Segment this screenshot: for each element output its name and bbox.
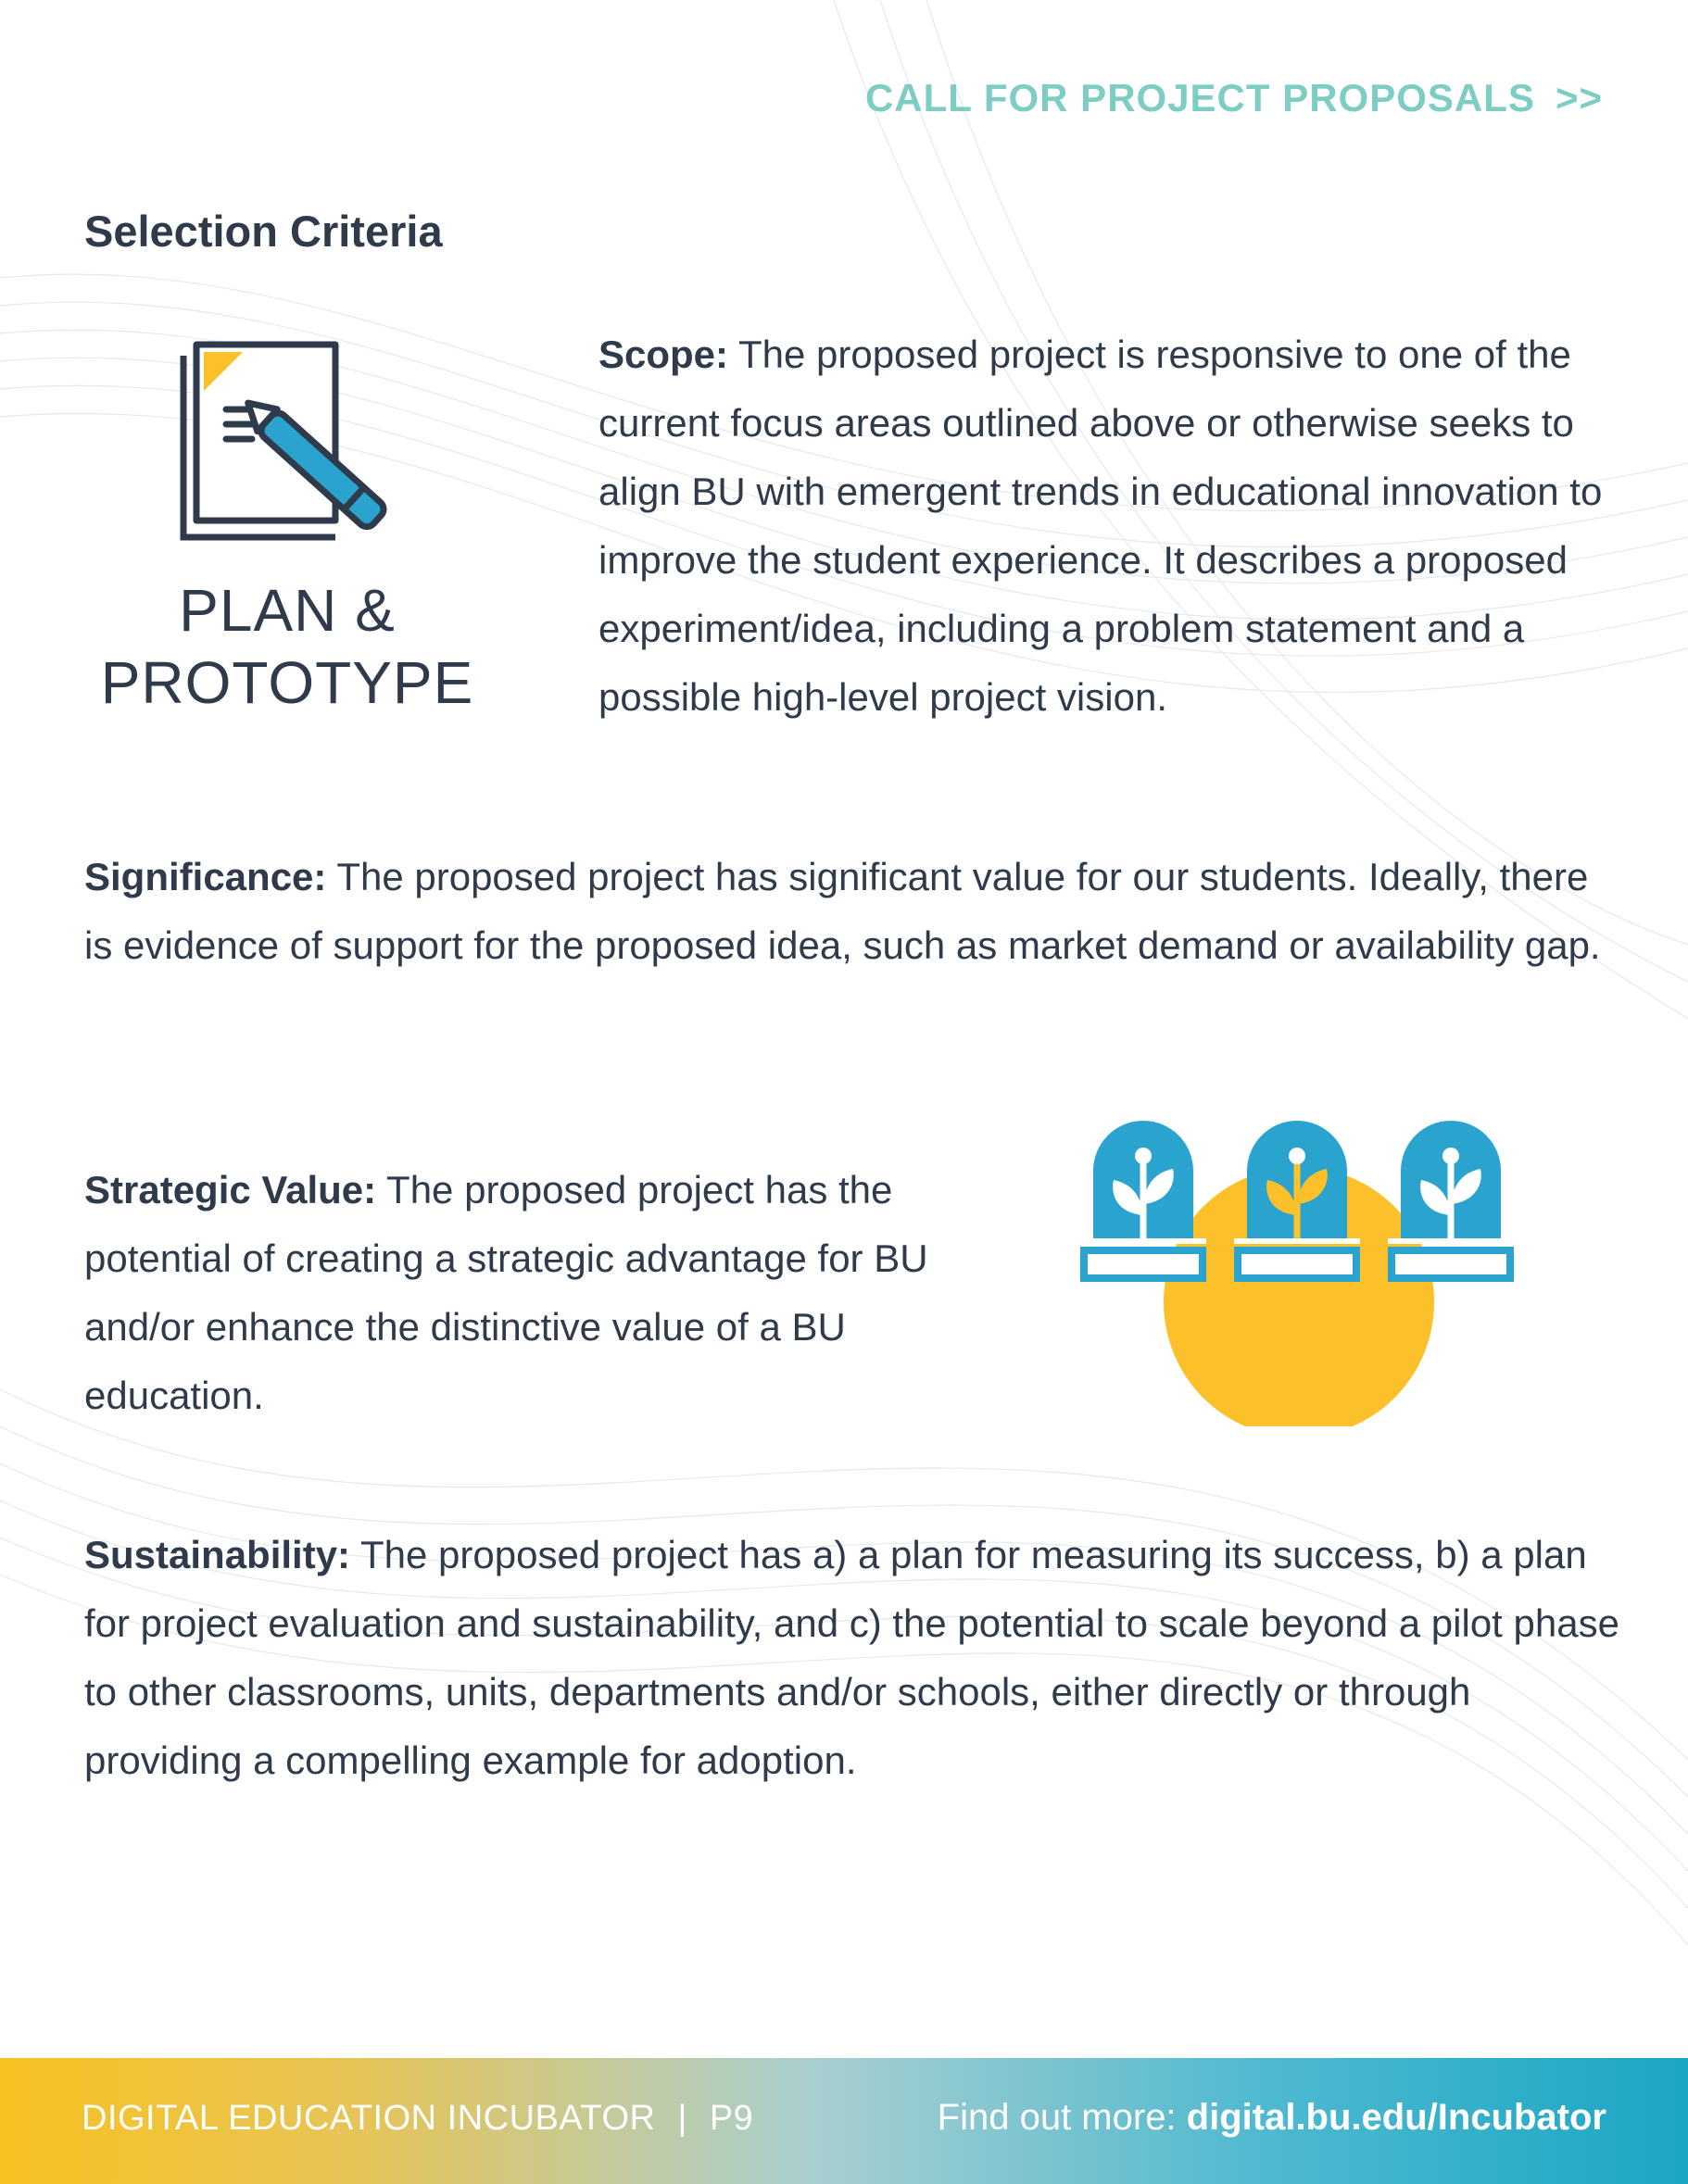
header-arrows: >> (1555, 76, 1603, 119)
header-title: CALL FOR PROJECT PROPOSALS (864, 76, 1535, 119)
plan-label-line1: PLAN & (179, 577, 396, 644)
header-call-for-proposals (865, 76, 1603, 120)
footer-find-more (938, 2097, 1606, 2139)
scope-label: Scope: (598, 333, 729, 376)
footer-url-link[interactable]: digital.bu.edu/Incubator (1186, 2097, 1606, 2138)
section-title: Selection Criteria (84, 207, 443, 256)
plan-prototype-label (83, 574, 491, 719)
sustainability-label: Sustainability: (84, 1533, 351, 1576)
sustainability-text: The proposed project has a) a plan for measuring its success, b) a plan for project evaluation and sustainability, and c) the potential to scale beyond a pilot phase to other classrooms, units, departments and/or schools, either directly or through providing a compelling example for adoption. (84, 1533, 1619, 1782)
jar-middle (1234, 1121, 1360, 1278)
footer-find-label: Find out more: (937, 2097, 1177, 2138)
footer-org-name: DIGITAL EDUCATION INCUBATOR (82, 2099, 656, 2138)
footer-page-number: P9 (709, 2099, 754, 2138)
criterion-scope (598, 320, 1618, 732)
criterion-sustainability (84, 1521, 1622, 1795)
plan-label-line2: PROTOTYPE (100, 649, 474, 716)
criterion-strategic-value (84, 1156, 992, 1430)
jar-right (1388, 1121, 1514, 1278)
footer-org (82, 2099, 753, 2139)
significance-text: The proposed project has significant value for our students. Ideally, there is evidence of support for the proposed idea, such as market demand or availability gap. (84, 855, 1601, 967)
significance-label: Significance: (84, 855, 327, 898)
strategic-text: The proposed project has the potential of creating a strategic advantage for BU and/or enhance the distinctive value of a BU education. (84, 1168, 928, 1417)
footer-separator: | (677, 2099, 687, 2138)
strategic-label: Strategic Value: (84, 1168, 377, 1211)
criterion-significance (84, 843, 1622, 980)
document-pencil-icon (178, 335, 400, 548)
scope-text: The proposed project is responsive to one of the current focus areas outlined above or otherwise seeks to align BU with emergent trends in educational innovation to improve the student experience. It describes a proposed experiment/idea, including a problem statement and a possible high-level project vision. (598, 333, 1603, 719)
jar-left (1080, 1121, 1206, 1278)
plants-in-jars-icon (1080, 1111, 1516, 1426)
